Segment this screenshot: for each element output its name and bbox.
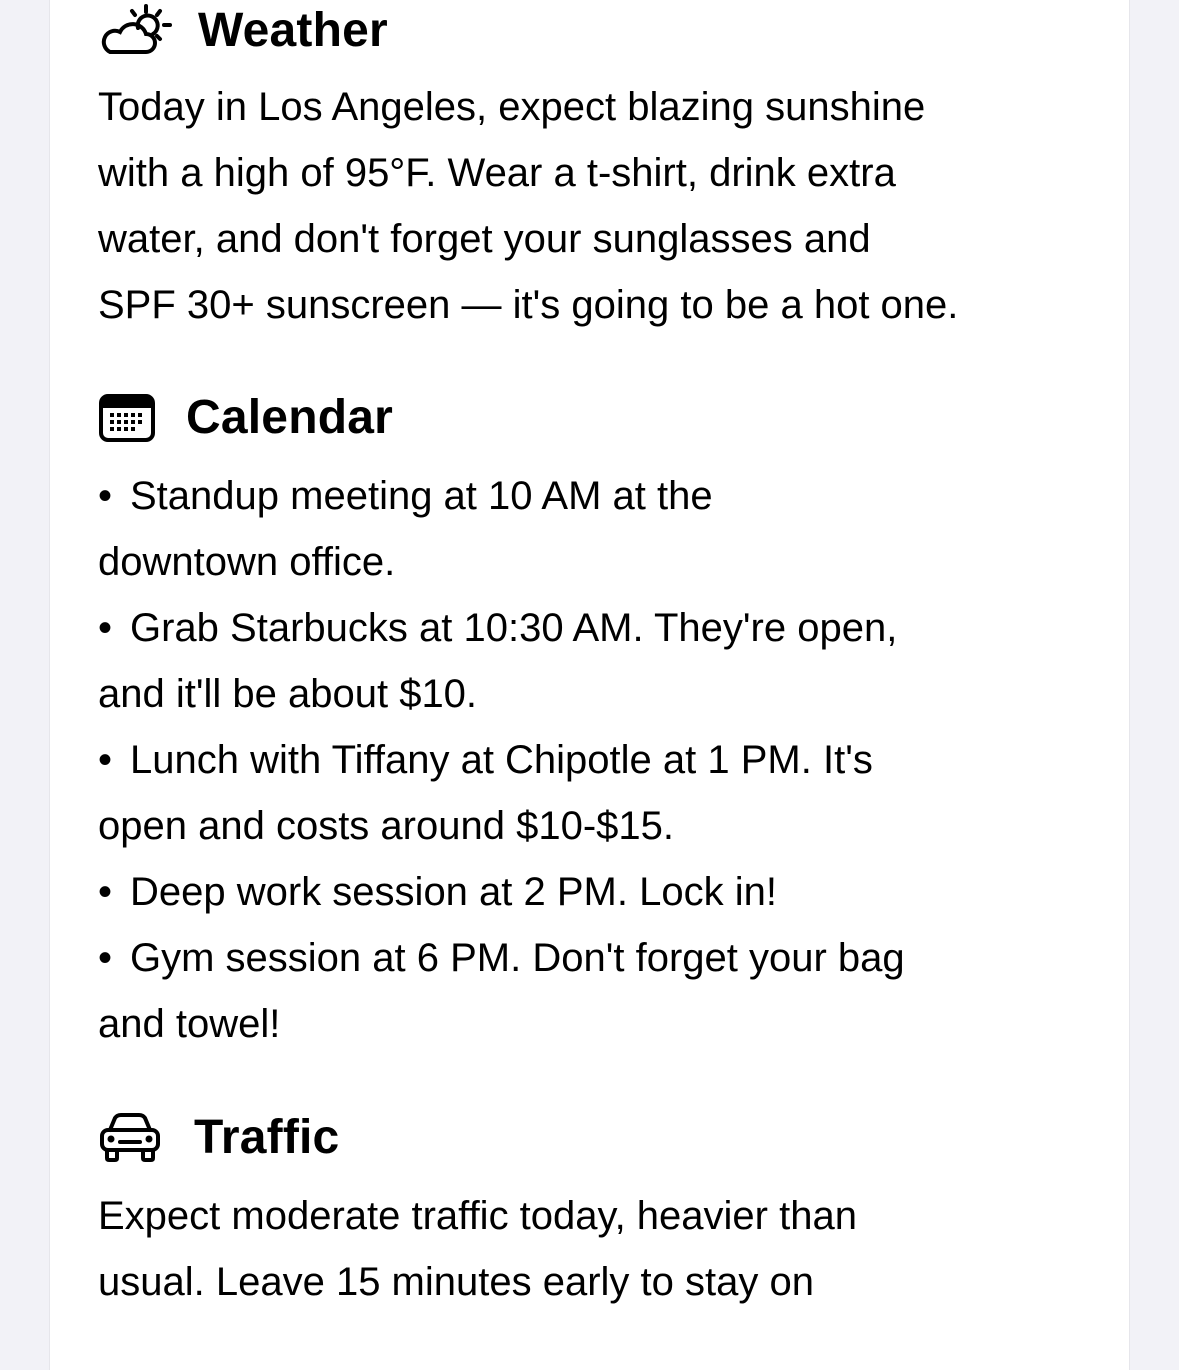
list-item: • Gym session at 6 PM. Don't forget your bag [98,936,905,980]
traffic-header [98,1110,339,1165]
cloud-sun-icon [98,2,174,58]
weather-line: Today in Los Angeles, expect blazing sunshine [98,85,926,129]
traffic-title: Traffic [194,1111,340,1164]
car-icon [98,1112,162,1164]
list-item-continuation: open and costs around $10-$15. [98,804,674,848]
list-item: • Lunch with Tiffany at Chipotle at 1 PM. It's [98,738,873,782]
traffic-line: usual. Leave 15 minutes early to stay on [98,1260,814,1304]
traffic-text [98,1183,1108,1315]
list-item: • Standup meeting at 10 AM at the [98,474,713,518]
traffic-line: Expect moderate traffic today, heavier than [98,1194,857,1238]
calendar-list [98,463,1108,1057]
list-item: • Deep work session at 2 PM. Lock in! [98,870,777,914]
weather-header [98,2,388,58]
list-item-continuation: and it'll be about $10. [98,672,478,716]
weather-line: SPF 30+ sunscreen — it's going to be a hot one. [98,283,959,327]
calendar-header [98,390,393,445]
weather-text [98,74,1108,338]
weather-line: with a high of 95°F. Wear a t-shirt, drink extra [98,151,896,195]
calendar-icon [98,392,156,444]
weather-line: water, and don't forget your sunglasses and [98,217,871,261]
calendar-title: Calendar [186,391,394,444]
list-item-continuation: and towel! [98,1002,281,1046]
list-item-continuation: downtown office. [98,540,396,584]
list-item: • Grab Starbucks at 10:30 AM. They're open, [98,606,898,650]
weather-title: Weather [198,3,388,57]
